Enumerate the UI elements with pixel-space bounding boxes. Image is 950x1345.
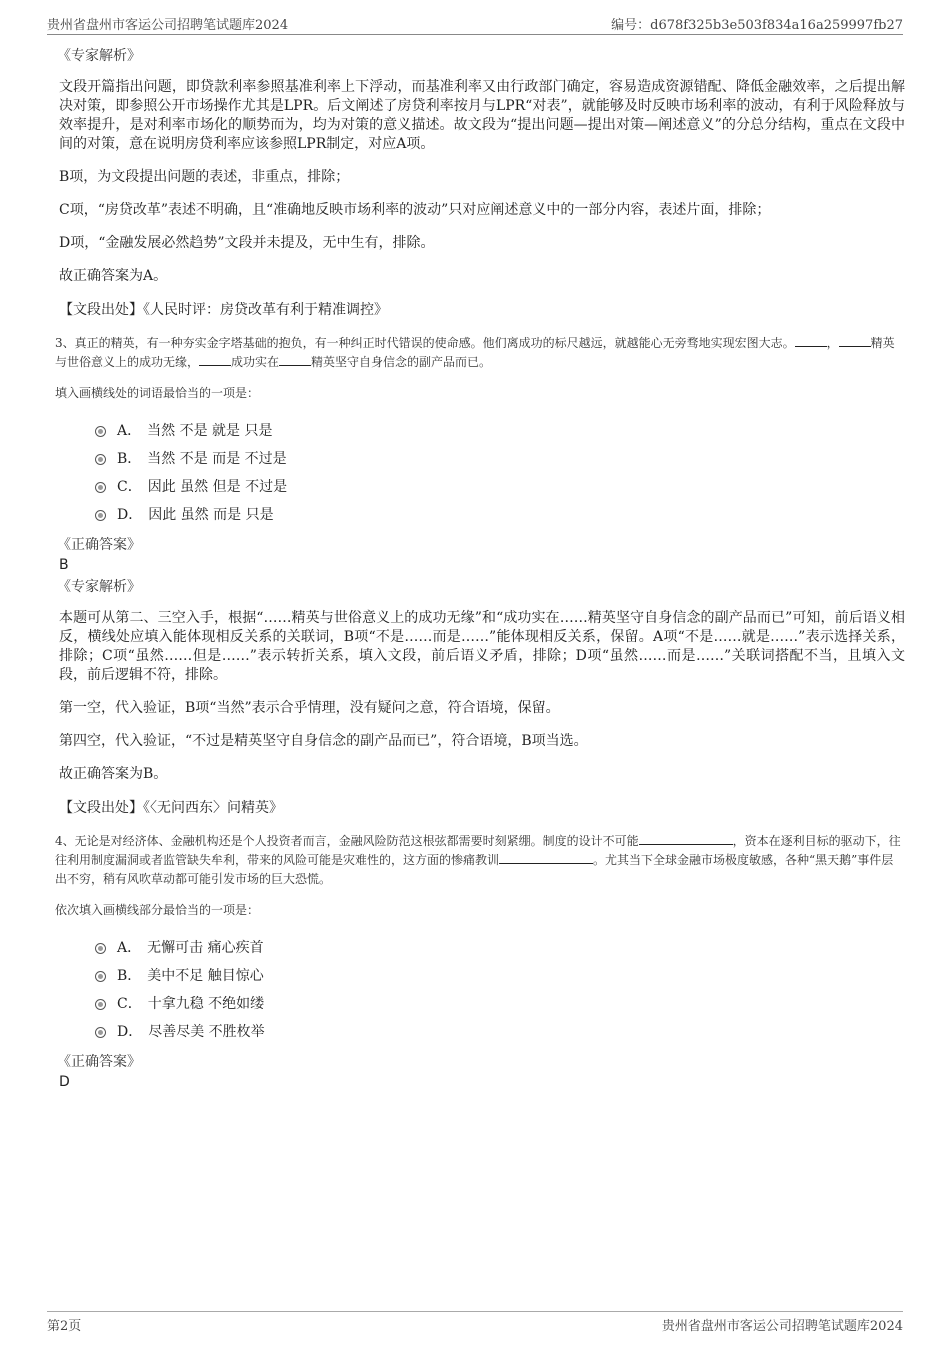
fill-blank: [199, 353, 231, 366]
option-a[interactable]: A． 当然 不是 就是 只是: [95, 417, 905, 445]
radio-icon[interactable]: [95, 999, 106, 1010]
analysis-paragraph: 第一空，代入验证，B项“当然”表示合乎情理，没有疑问之意，符合语境，保留。: [59, 700, 560, 716]
page-content: [57, 46, 905, 1094]
analysis-paragraph: 第四空，代入验证，“不过是精英坚守自身信念的副产品而已”，符合语境，B项当选。: [59, 733, 588, 749]
radio-icon[interactable]: [95, 971, 106, 982]
page-footer: [47, 1311, 903, 1334]
question-4-prompt: 依次填入画横线部分最恰当的一项是：: [55, 903, 260, 917]
analysis-paragraph: 故正确答案为B。: [59, 766, 168, 782]
question-3-stem: 3、真正的精英，有一种夯实金字塔基础的抱负，有一种纠正时代错误的使命感。他们离成功的标尺越远，就越能心无旁骛地实现宏图大志。 ， 精英与世俗意义上的成功无缘， 成功实在 精英坚守自身信念的副产品而已。: [55, 336, 895, 369]
correct-answer-label: 《正确答案》: [57, 1054, 141, 1070]
analysis-paragraph: C项，“房贷改革”表述不明确，且“准确地反映市场利率的波动”只对应阐述意义中的一部分内容，表述片面，排除；: [59, 202, 771, 218]
question-3-options: [95, 417, 905, 529]
analysis-paragraph: 本题可从第二、三空入手，根据“……精英与世俗意义上的成功无缘”和“成功实在……精英坚守自身信念的副产品而已”可知，前后语义相反，横线处应填入能体现相反关系的关联词，B项“不是……而是……”能体现相反关系，保留。A项“不是……就是……”表示选择关系，排除；C项“虽然……但是……”表示转折关系，填入文段，前后语义矛盾，排除；D项“虽然……而是……”关联词搭配不当，且填入文段，前后逻辑不符，排除。: [59, 610, 905, 683]
header-title: 贵州省盘州市客运公司招聘笔试题库2024: [47, 18, 289, 33]
option-d[interactable]: D． 尽善尽美 不胜枚举: [95, 1018, 905, 1046]
page-number: 第2页: [47, 1319, 82, 1334]
option-b[interactable]: B． 美中不足 触目惊心: [95, 962, 905, 990]
question-4-options: [95, 934, 905, 1046]
fill-blank: [839, 334, 871, 347]
correct-answer-value: D: [59, 1074, 70, 1090]
option-a[interactable]: A． 无懈可击 痛心疾首: [95, 934, 905, 962]
option-b[interactable]: B． 当然 不是 而是 不过是: [95, 445, 905, 473]
question-3-prompt: 填入画横线处的词语最恰当的一项是：: [55, 386, 260, 400]
analysis-paragraph: 故正确答案为A。: [59, 268, 168, 284]
option-c[interactable]: C． 十拿九稳 不绝如缕: [95, 990, 905, 1018]
analysis-paragraph: 文段开篇指出问题，即贷款利率参照基准利率上下浮动，而基准利率又由行政部门确定，容易造成资源错配、降低金融效率，之后提出解决对策，即参照公开市场操作尤其是LPR。后文阐述了房贷利率按月与LPR“对表”，就能够及时反映市场利率的波动，有利于风险释放与效率提升，是对利率市场化的顺势而为，均为对策的意义描述。故文段为“提出问题—提出对策—阐述意义”的分总分结构，重点在文段中间的对策，意在说明房贷利率应该参照LPR制定，对应A项。: [59, 79, 905, 152]
expert-analysis-label: 《专家解析》: [57, 48, 141, 64]
fill-blank: [639, 832, 733, 845]
option-d[interactable]: D． 因此 虽然 而是 只是: [95, 501, 905, 529]
radio-icon[interactable]: [95, 482, 106, 493]
source-citation: 【文段出处】《人民时评：房贷改革有利于精准调控》: [59, 302, 388, 318]
fill-blank: [279, 353, 311, 366]
header-serial: 编号：d678f325b3e503f834a16a259997fb27: [611, 18, 903, 33]
footer-title: 贵州省盘州市客运公司招聘笔试题库2024: [661, 1319, 903, 1334]
correct-answer-label: 《正确答案》: [57, 537, 141, 553]
option-c[interactable]: C． 因此 虽然 但是 不过是: [95, 473, 905, 501]
fill-blank: [795, 334, 827, 347]
radio-icon[interactable]: [95, 510, 106, 521]
analysis-paragraph: D项，“金融发展必然趋势”文段并未提及，无中生有，排除。: [59, 235, 435, 251]
page-header: [47, 12, 903, 35]
fill-blank: [499, 851, 593, 864]
radio-icon[interactable]: [95, 943, 106, 954]
correct-answer-value: B: [59, 557, 69, 573]
question-4-stem: 4、无论是对经济体、金融机构还是个人投资者而言，金融风险防范这根弦都需要时刻紧绷。制度的设计不可能 ，资本在逐利目标的驱动下，往往利用制度漏洞或者监管缺失牟利，带来的风险可能是灾难性的，这方面的惨痛教训 。尤其当下全球金融市场极度敏感，各种“黑天鹅”事件层出不穷，稍有风吹草动都可能引发市场的巨大恐慌。: [55, 834, 901, 886]
source-citation: 【文段出处】《〈无问西东〉问精英》: [59, 800, 283, 816]
radio-icon[interactable]: [95, 426, 106, 437]
radio-icon[interactable]: [95, 454, 106, 465]
radio-icon[interactable]: [95, 1027, 106, 1038]
analysis-paragraph: B项，为文段提出问题的表述，非重点，排除；: [59, 169, 350, 185]
expert-analysis-label: 《专家解析》: [57, 579, 141, 595]
